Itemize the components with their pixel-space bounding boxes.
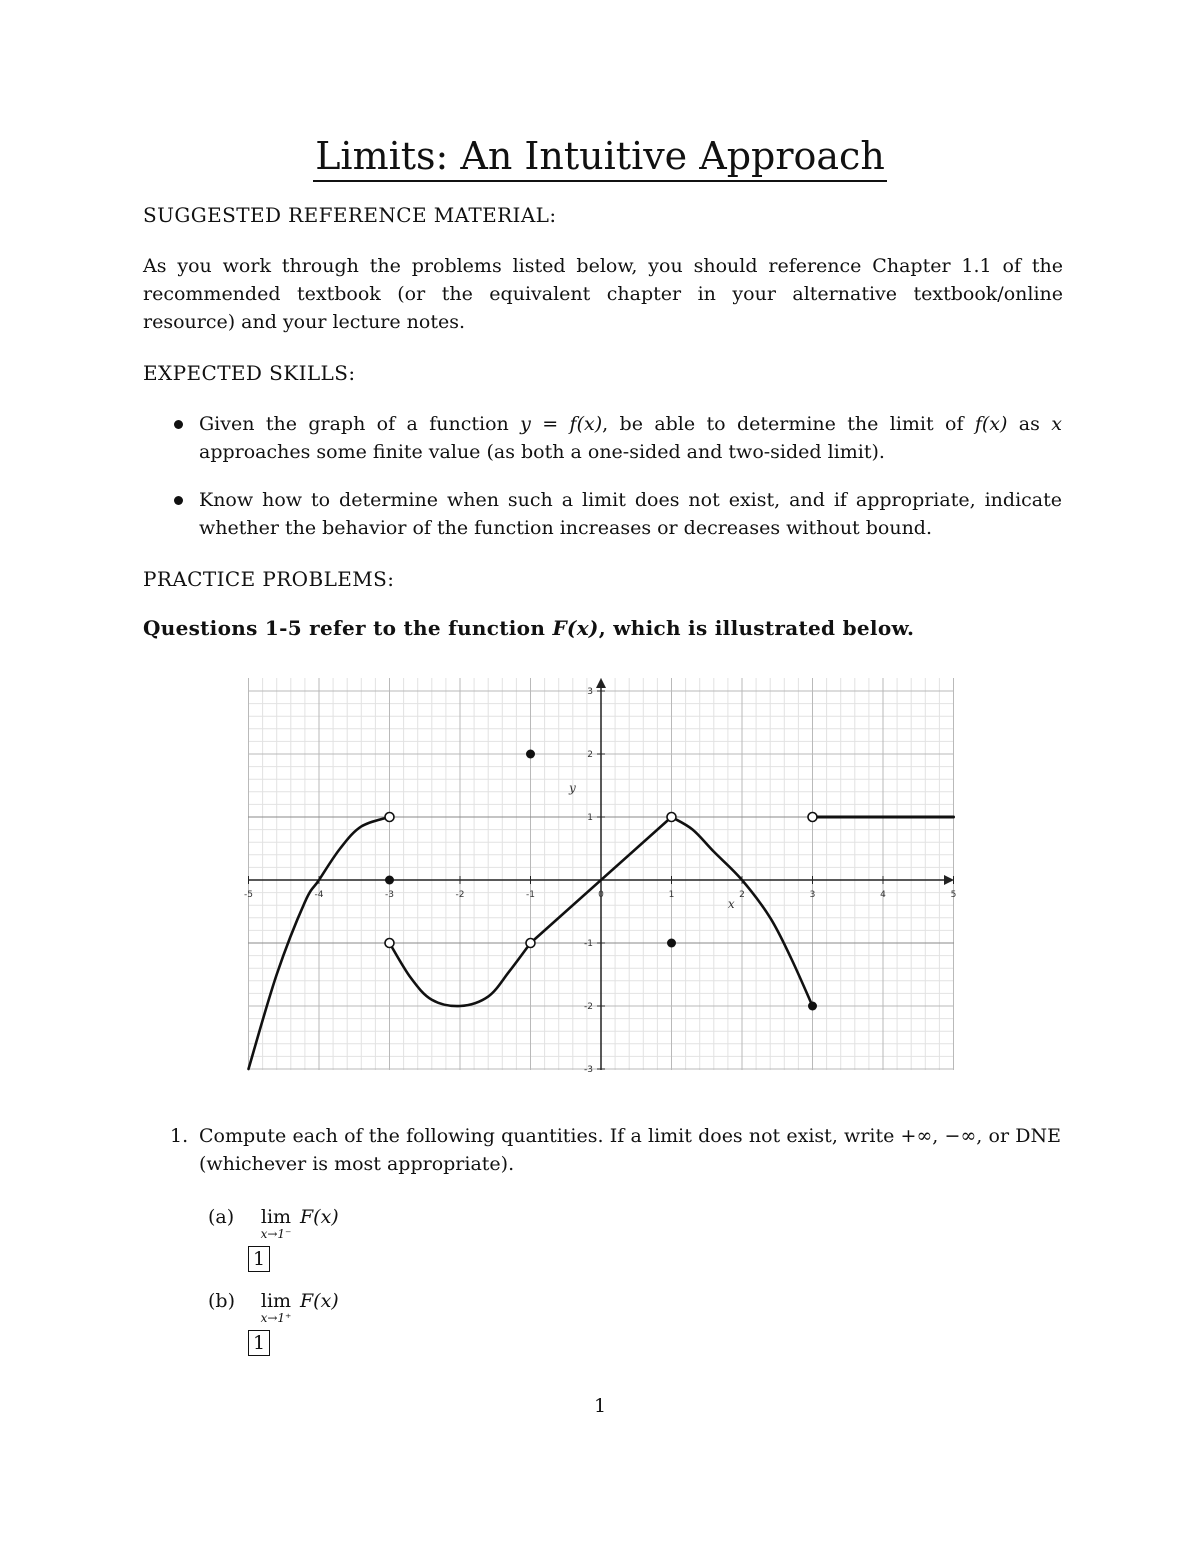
function-graph (240, 672, 960, 1082)
x-tick-label: 3 (809, 890, 816, 900)
y-tick-label: -1 (584, 939, 593, 949)
x-tick-label: -4 (314, 890, 324, 900)
part-label: (a) (208, 1206, 235, 1228)
answer-box: 1 (248, 1246, 270, 1272)
x-tick-label: 2 (739, 890, 745, 900)
closed-point (808, 1002, 817, 1011)
y-tick-label: 2 (587, 750, 593, 760)
y-tick-label: 3 (587, 687, 593, 697)
y-axis-arrow (596, 678, 606, 688)
open-point (385, 813, 394, 822)
problem-text: Compute each of the following quantities. If a limit does not exist, write +∞, −∞, or DNE (whichever is most appropriate). (199, 1125, 1061, 1175)
page-number: 1 (593, 1395, 607, 1417)
bullet-icon (174, 496, 183, 505)
problem-number: 1. (170, 1125, 189, 1147)
answer-box: 1 (248, 1330, 270, 1356)
x-tick-label: 1 (668, 890, 675, 900)
page-title: Limits: An Intuitive Approach (0, 132, 1200, 180)
open-point (808, 813, 817, 822)
x-tick-label: 4 (880, 890, 886, 900)
x-tick-label: -2 (455, 890, 465, 900)
open-point (526, 939, 535, 948)
x-tick-label: 5 (950, 890, 957, 900)
reference-heading: SUGGESTED REFERENCE MATERIAL: (143, 203, 557, 227)
practice-heading: PRACTICE PROBLEMS: (143, 567, 395, 591)
limit-expression: lim x→1⁺ (260, 1290, 292, 1325)
x-tick-label: -1 (526, 890, 535, 900)
bullet-icon (174, 420, 183, 429)
skill-item: Given the graph of a function y = f(x), be able to determine the limit of f(x) as x approaches some finite value (as both a one-sided and two-sided limit). (170, 410, 1062, 466)
y-tick-label: 1 (587, 813, 593, 823)
limit-expression: lim x→1⁻ (260, 1206, 292, 1241)
questions-intro: Questions 1-5 refer to the function F(x), which is illustrated below. (143, 616, 915, 640)
part-label: (b) (208, 1290, 235, 1312)
x-tick-label: 0 (598, 890, 604, 900)
skills-heading: EXPECTED SKILLS: (143, 361, 356, 385)
skills-list (170, 410, 1062, 562)
function-expression: F(x) (300, 1206, 339, 1228)
open-point (667, 813, 676, 822)
y-axis-label: y (569, 780, 576, 795)
open-point (385, 939, 394, 948)
closed-point (385, 876, 394, 885)
function-expression: F(x) (300, 1290, 339, 1312)
x-tick-label: -5 (244, 890, 253, 900)
x-tick-label: -3 (385, 890, 394, 900)
y-tick-label: -3 (584, 1065, 593, 1075)
y-tick-label: -2 (584, 1002, 593, 1012)
closed-point (667, 939, 676, 948)
skill-item: Know how to determine when such a limit does not exist, and if appropriate, indicate whether the behavior of the function increases or decreases without bound. (170, 486, 1062, 542)
x-axis-label: x (727, 897, 735, 911)
x-axis-arrow (944, 875, 954, 885)
reference-paragraph: As you work through the problems listed below, you should reference Chapter 1.1 of the recommended textbook (or the equivalent chapter in your alternative textbook/online resource) and your lecture notes. (143, 255, 1063, 333)
closed-point (526, 750, 535, 759)
